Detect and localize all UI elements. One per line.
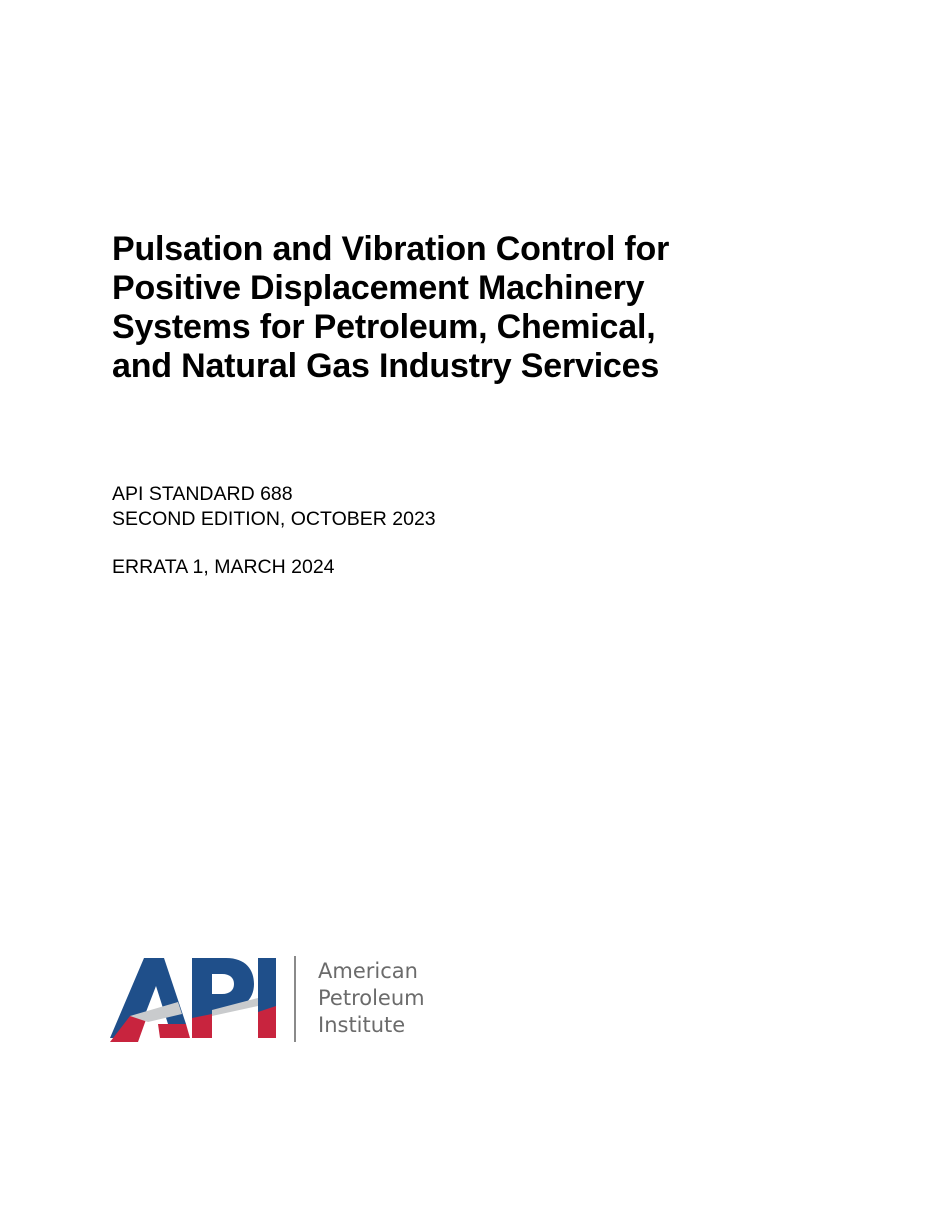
logo-divider <box>294 956 296 1042</box>
title-line-1: Pulsation and Vibration Control for <box>112 230 670 268</box>
title-line-4: and Natural Gas Industry Services <box>112 347 660 385</box>
org-line-2: Petroleum <box>318 986 425 1010</box>
document-meta <box>112 482 612 580</box>
errata-info: ERRATA 1, MARCH 2024 <box>112 556 335 578</box>
title-line-2: Positive Displacement Machinery <box>112 269 645 307</box>
title-line-3: Systems for Petroleum, Chemical, <box>112 308 656 346</box>
api-logo <box>108 952 448 1052</box>
document-title <box>112 230 832 386</box>
organization-name <box>318 958 425 1039</box>
org-line-1: American <box>318 959 418 983</box>
edition-info: SECOND EDITION, OCTOBER 2023 <box>112 508 436 530</box>
org-line-3: Institute <box>318 1013 406 1037</box>
api-logo-mark <box>108 952 280 1044</box>
standard-number: API STANDARD 688 <box>112 483 293 505</box>
